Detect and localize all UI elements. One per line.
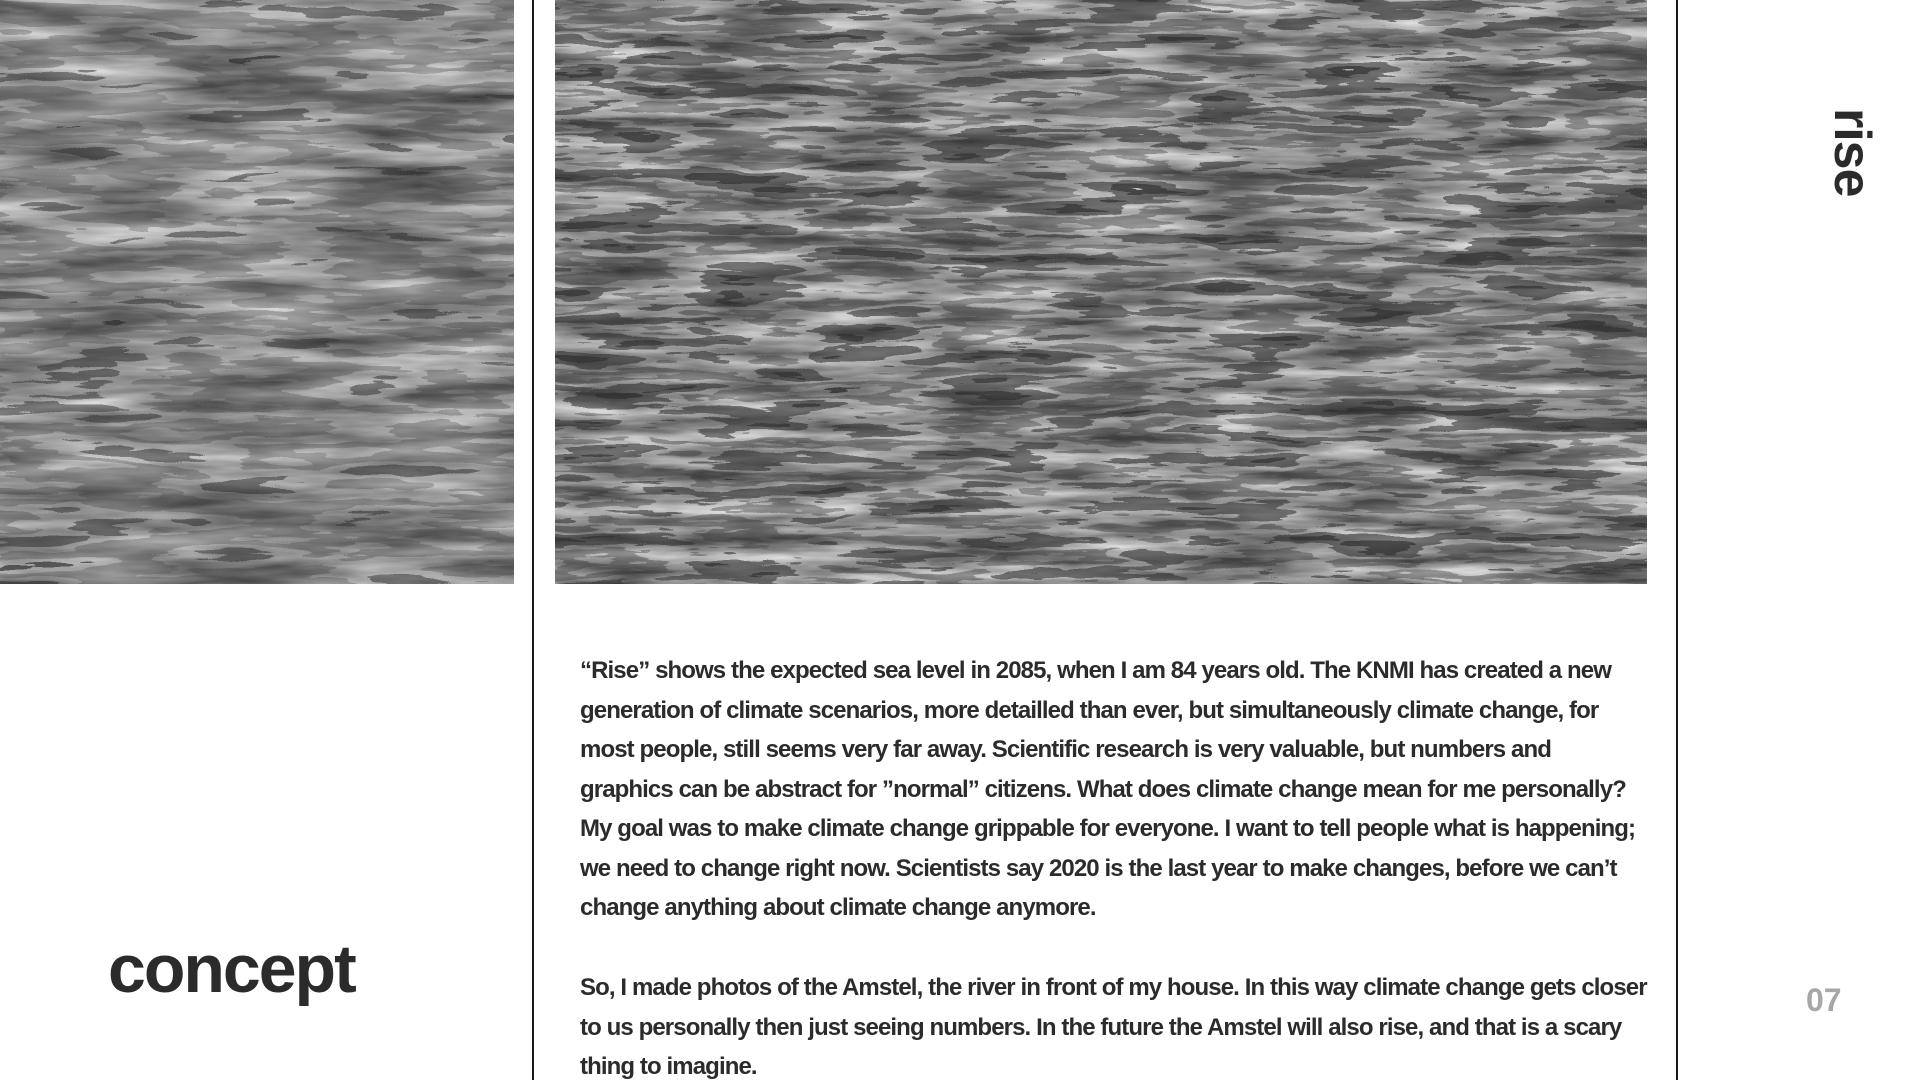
water-photo-left <box>0 0 514 584</box>
divider-right <box>1676 0 1678 1080</box>
body-paragraph-2: So, I made photos of the Amstel, the river in front of my house. In this way climate change gets closer to us personally then just seeing numbers. In the future the Amstel will also rise, and that is a scary thing to imagine. <box>580 974 1647 1080</box>
page-number: 07 <box>1806 982 1842 1018</box>
water-texture-main <box>555 0 1647 584</box>
divider-left <box>532 0 534 1080</box>
water-photo-main <box>555 0 1647 584</box>
body-paragraph-1: “Rise” shows the expected sea level in 2085, when I am 84 years old. The KNMI has created a new generation of climate scenarios, more detailled than ever, but simultaneously climate change, for most people, still seems very far away. Scientific research is very valuable, but numbers and graphics can be abstract for ”normal” citizens. What does climate change mean for me personally? My goal was to make climate change grippable for everyone. I want to tell people what is happening; we need to change right now. Scientists say 2020 is the last year to make changes, before we can’t change anything about climate change anymore. <box>580 657 1636 921</box>
section-title: concept <box>108 931 355 1007</box>
water-texture-left <box>0 0 514 584</box>
vertical-side-title <box>1822 108 1882 197</box>
side-title-text: rise <box>1823 108 1881 197</box>
